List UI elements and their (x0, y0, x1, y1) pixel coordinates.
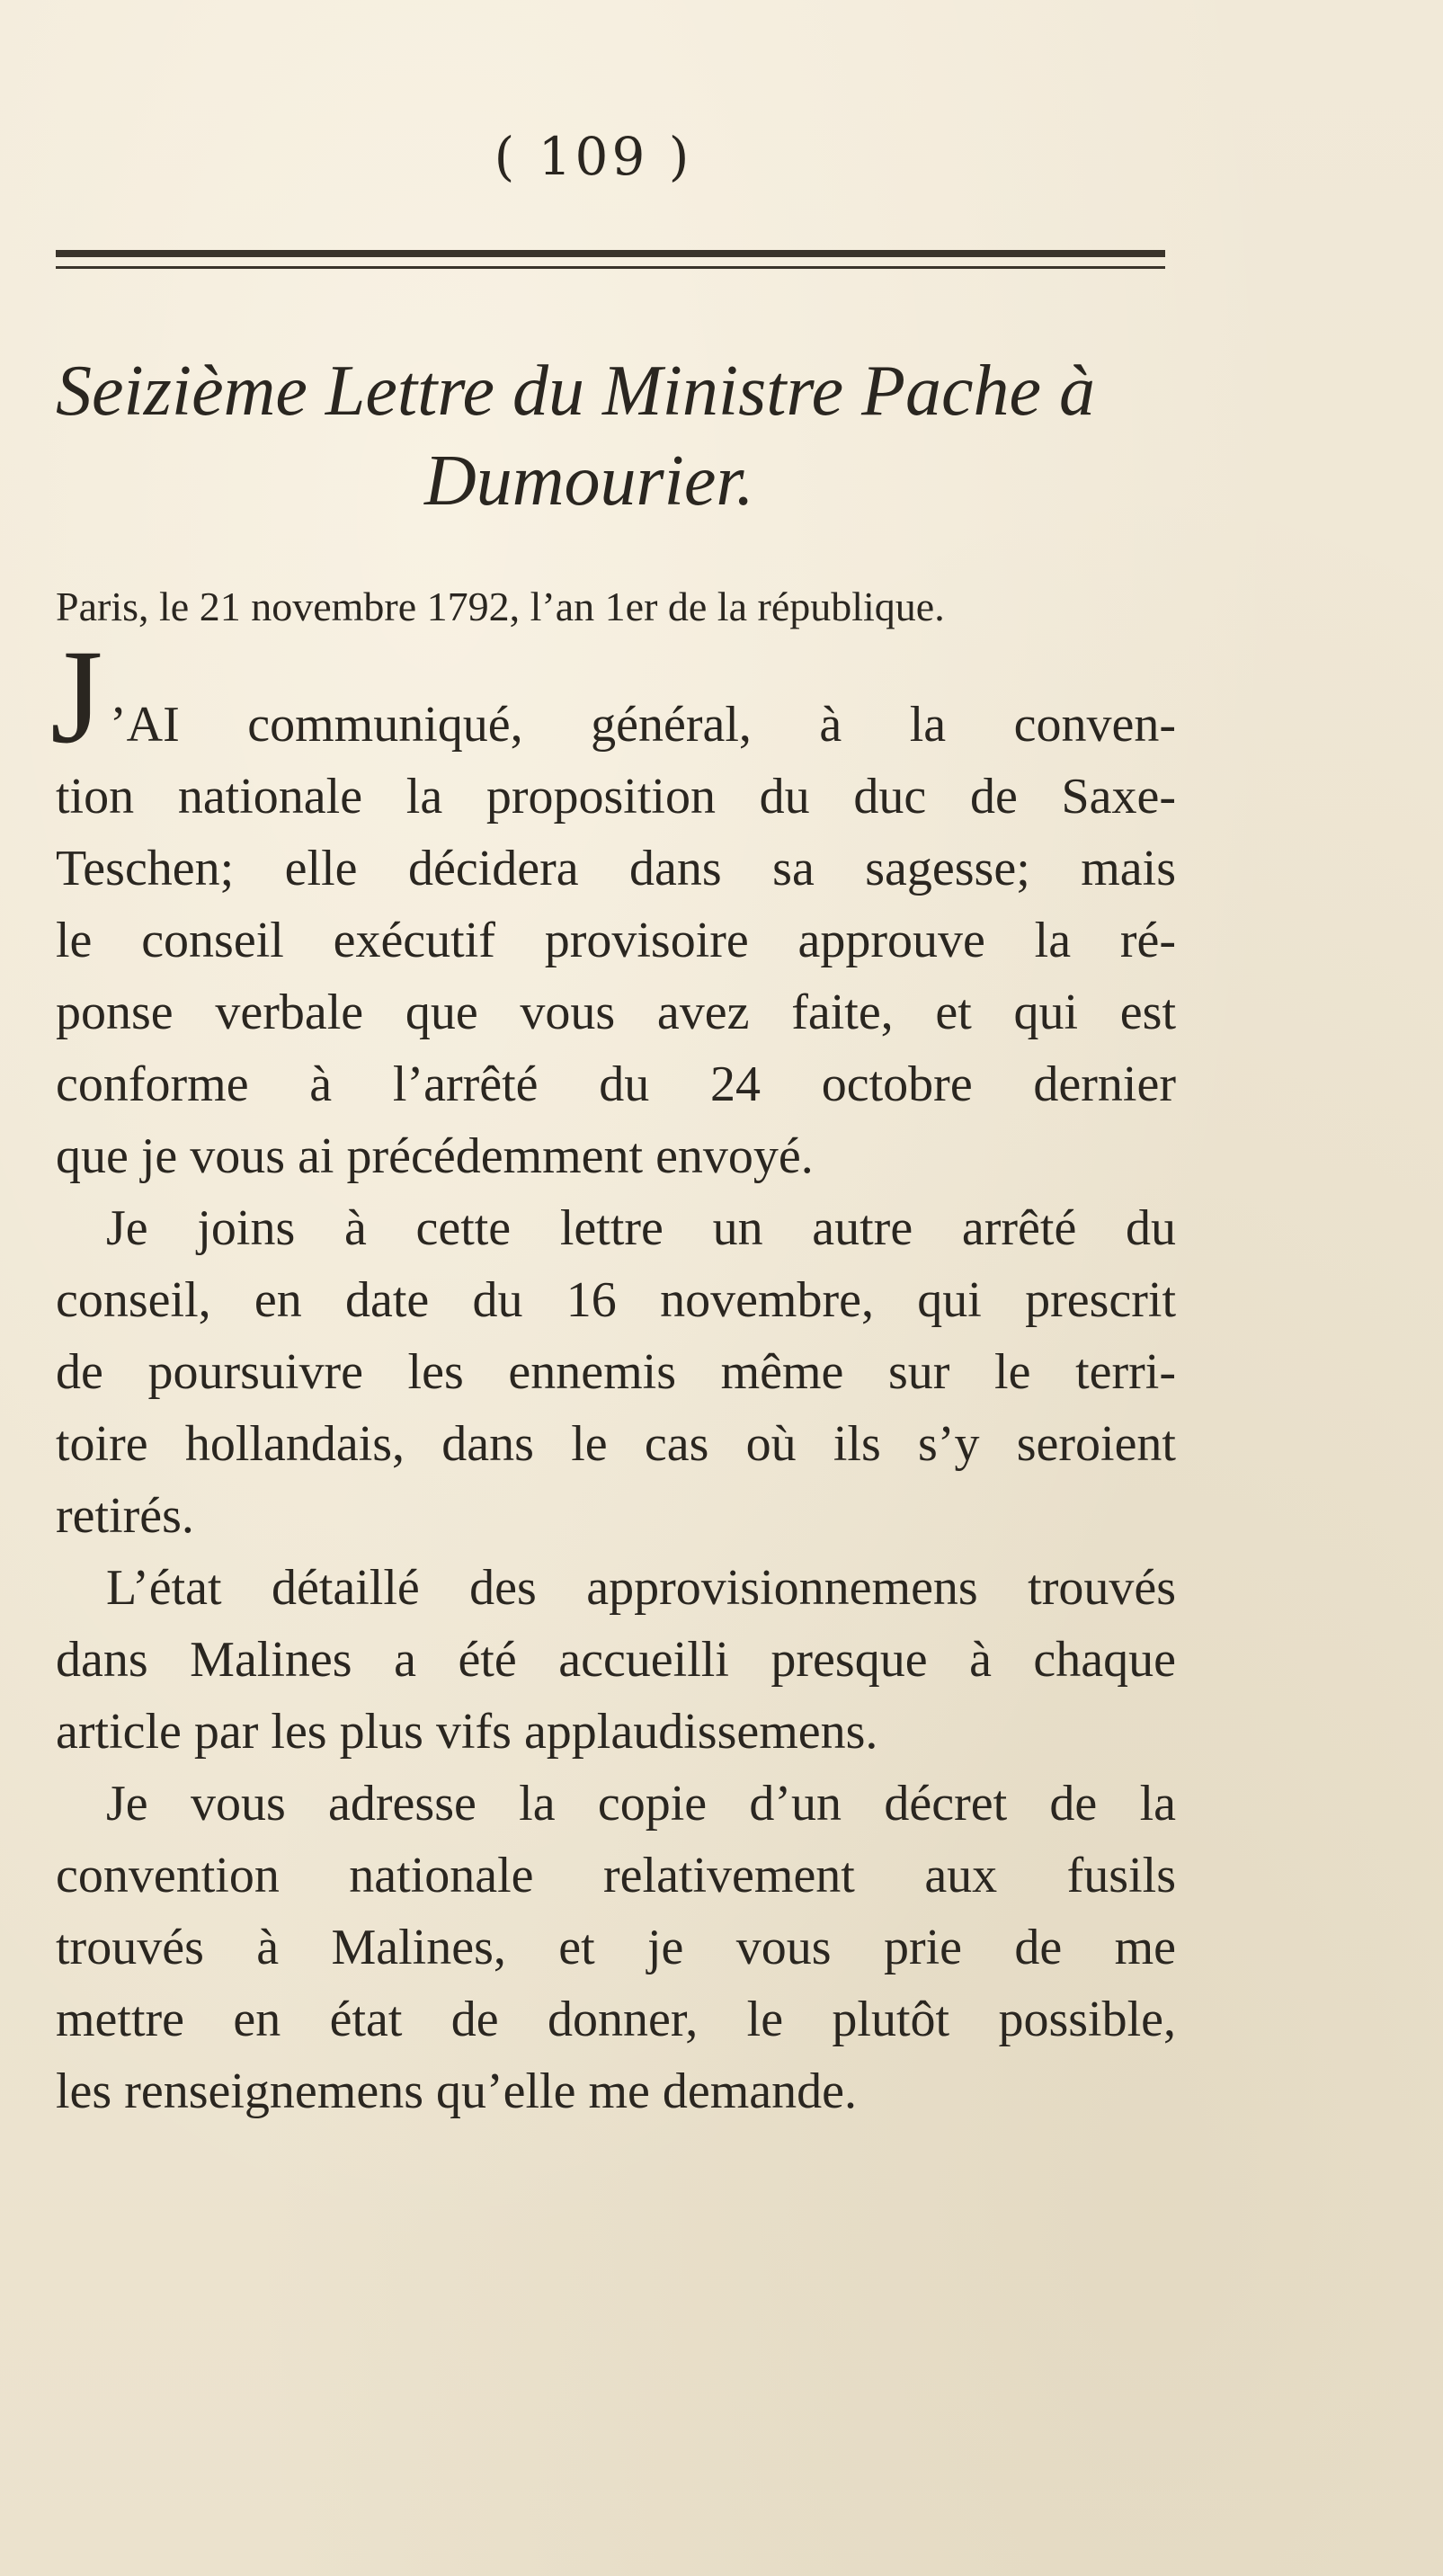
body-line: les renseignemens qu’elle me demande. (56, 2063, 857, 2119)
body-line: article par les plus vifs applaudissemens. (56, 1704, 878, 1760)
body-line: conseil, en date du 16 novembre, qui prescrit (56, 1272, 1176, 1328)
body-line: ’AI communiqué, général, à la conven- (110, 697, 1176, 753)
page-number: ( 109 ) (494, 126, 693, 187)
body-line: que je vous ai précédemment envoyé. (56, 1128, 814, 1184)
body-line: conforme à l’arrêté du 24 octobre dernier (56, 1056, 1176, 1112)
letter-title-line-2: Dumourier. (424, 441, 754, 521)
body-line: trouvés à Malines, et je vous prie de me (56, 1920, 1176, 1975)
body-line: ponse verbale que vous avez faite, et qui est (56, 985, 1176, 1040)
body-line: retirés. (56, 1488, 194, 1544)
header-rule-thin (56, 266, 1165, 269)
body-line: Je joins à cette lettre un autre arrêté du (106, 1200, 1176, 1256)
body-line: dans Malines a été accueilli presque à chaque (56, 1632, 1176, 1688)
drop-cap: J (50, 622, 103, 771)
header-rule-thick (56, 250, 1165, 257)
body-line: convention nationale relativement aux fusils (56, 1848, 1176, 1903)
body-line: Teschen; elle décidera dans sa sagesse; mais (56, 841, 1176, 896)
body-line: toire hollandais, dans le cas où ils s’y seroient (56, 1416, 1176, 1472)
body-line: mettre en état de donner, le plutôt possible, (56, 1992, 1176, 2047)
dateline: Paris, le 21 novembre 1792, l’an 1er de la république. (56, 584, 945, 629)
body-line: de poursuivre les ennemis même sur le terri- (56, 1344, 1176, 1400)
body-line: Je vous adresse la copie d’un décret de la (106, 1776, 1176, 1832)
letter-title-line-1: Seizième Lettre du Ministre Pache à (56, 352, 1096, 431)
body-line: le conseil exécutif provisoire approuve la ré- (56, 913, 1176, 968)
body-line: L’état détaillé des approvisionnemens trouvés (106, 1560, 1176, 1616)
body-line: tion nationale la proposition du duc de Saxe- (56, 769, 1176, 824)
